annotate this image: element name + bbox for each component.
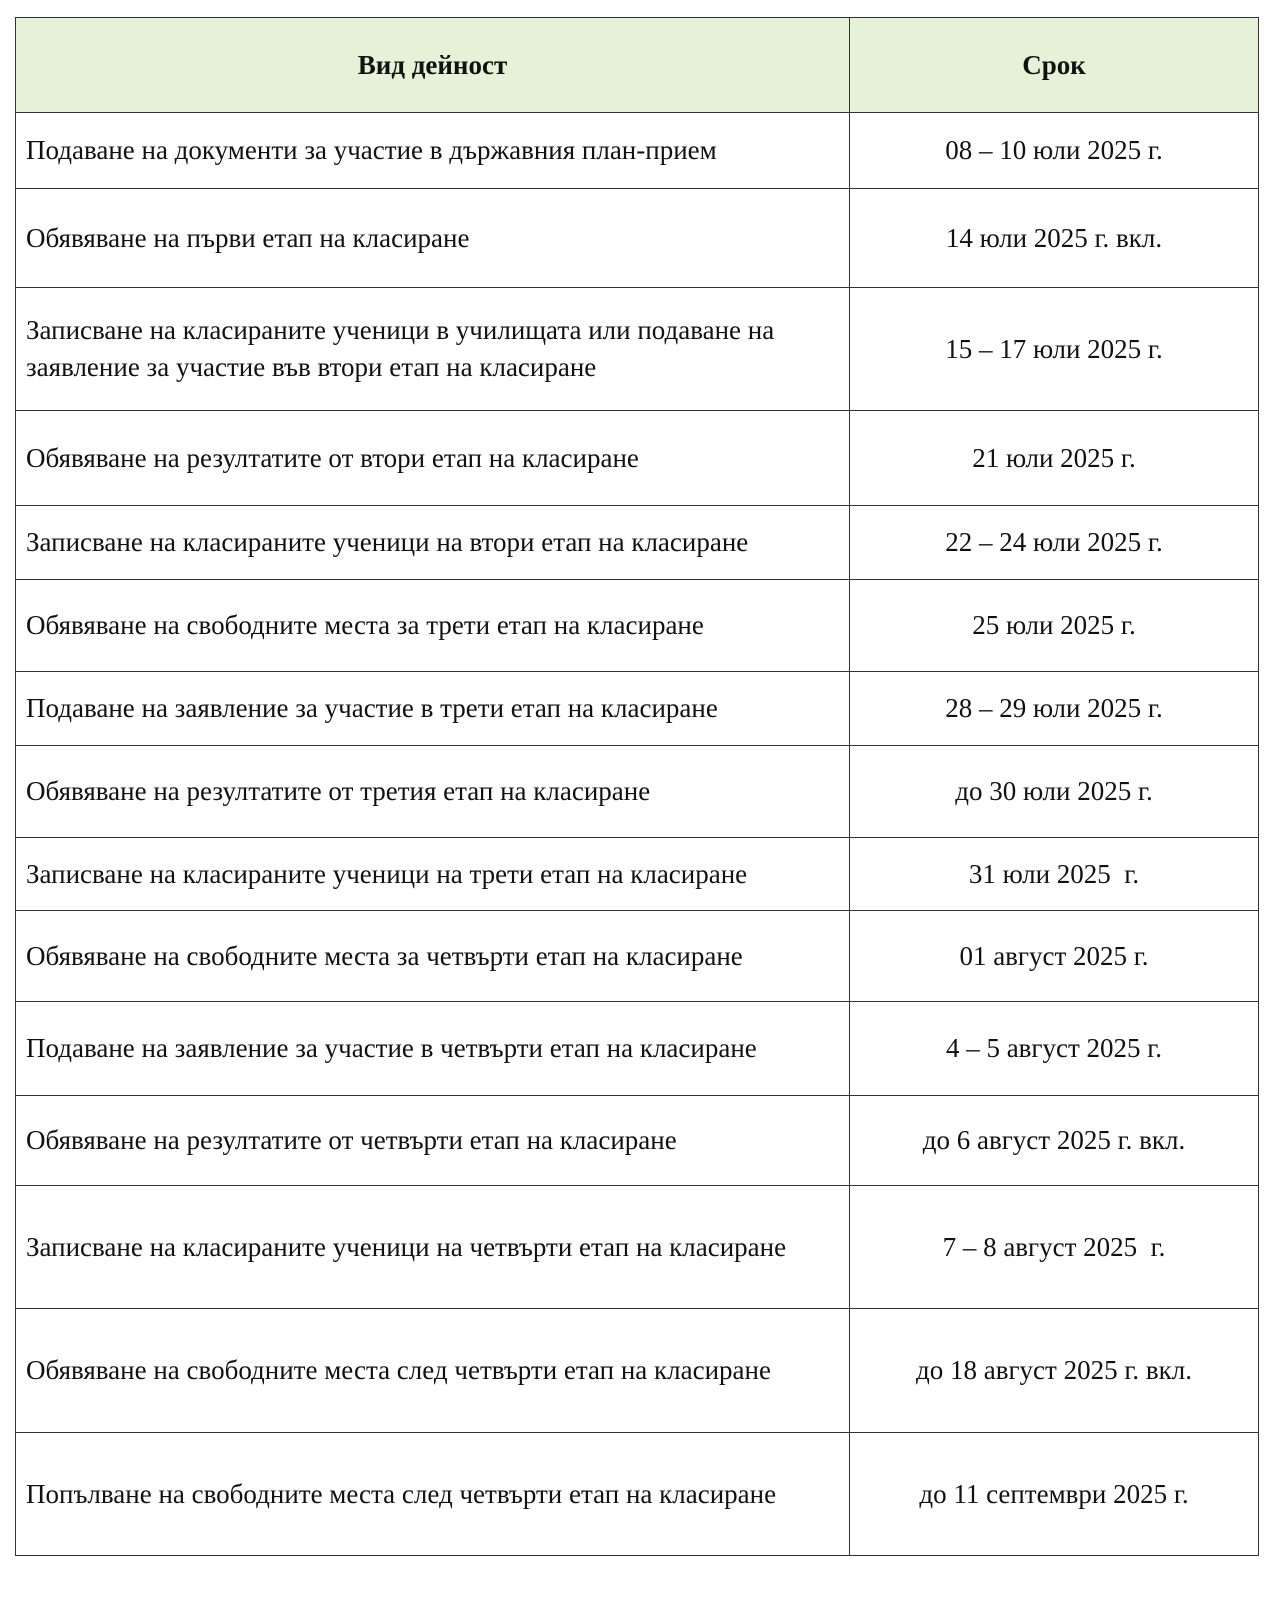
deadline-cell: 21 юли 2025 г. bbox=[850, 411, 1259, 506]
activity-cell: Подаване на документи за участие в държавния план-прием bbox=[16, 113, 850, 189]
deadline-cell: 25 юли 2025 г. bbox=[850, 580, 1259, 672]
activity-cell: Обявяване на първи етап на класиране bbox=[16, 189, 850, 288]
table-row bbox=[16, 506, 1259, 580]
activity-cell: Обявяване на резултатите от втори етап на класиране bbox=[16, 411, 850, 506]
activity-cell: Подаване на заявление за участие в трети етап на класиране bbox=[16, 672, 850, 746]
table-row bbox=[16, 288, 1259, 411]
activity-cell: Обявяване на резултатите от четвърти етап на класиране bbox=[16, 1096, 850, 1186]
deadline-cell: 14 юли 2025 г. вкл. bbox=[850, 189, 1259, 288]
activity-cell: Записване на класираните ученици на четвърти етап на класиране bbox=[16, 1186, 850, 1309]
table-row bbox=[16, 1096, 1259, 1186]
table-row bbox=[16, 672, 1259, 746]
schedule-table bbox=[15, 17, 1259, 1556]
activity-cell: Записване на класираните ученици в училищата или подаване на заявление за участие във втори етап на класиране bbox=[16, 288, 850, 411]
deadline-cell: 15 – 17 юли 2025 г. bbox=[850, 288, 1259, 411]
table-row bbox=[16, 1002, 1259, 1096]
deadline-cell: 4 – 5 август 2025 г. bbox=[850, 1002, 1259, 1096]
header-deadline: Срок bbox=[850, 18, 1259, 113]
deadline-cell: до 30 юли 2025 г. bbox=[850, 746, 1259, 838]
activity-cell: Записване на класираните ученици на втори етап на класиране bbox=[16, 506, 850, 580]
deadline-cell: до 11 септември 2025 г. bbox=[850, 1433, 1259, 1556]
table-row bbox=[16, 580, 1259, 672]
table-row bbox=[16, 1433, 1259, 1556]
table-row bbox=[16, 911, 1259, 1002]
deadline-cell: до 18 август 2025 г. вкл. bbox=[850, 1309, 1259, 1433]
deadline-cell: 28 – 29 юли 2025 г. bbox=[850, 672, 1259, 746]
header-row bbox=[16, 18, 1259, 113]
table-row bbox=[16, 838, 1259, 911]
deadline-cell: 08 – 10 юли 2025 г. bbox=[850, 113, 1259, 189]
activity-cell: Обявяване на свободните места за трети етап на класиране bbox=[16, 580, 850, 672]
deadline-cell: 22 – 24 юли 2025 г. bbox=[850, 506, 1259, 580]
header-activity: Вид дейност bbox=[16, 18, 850, 113]
activity-cell: Обявяване на свободните места след четвърти етап на класиране bbox=[16, 1309, 850, 1433]
table-row bbox=[16, 1309, 1259, 1433]
activity-cell: Обявяване на резултатите от третия етап на класиране bbox=[16, 746, 850, 838]
deadline-cell: 31 юли 2025 г. bbox=[850, 838, 1259, 911]
deadline-cell: 01 август 2025 г. bbox=[850, 911, 1259, 1002]
activity-cell: Записване на класираните ученици на трети етап на класиране bbox=[16, 838, 850, 911]
deadline-cell: 7 – 8 август 2025 г. bbox=[850, 1186, 1259, 1309]
table-row bbox=[16, 113, 1259, 189]
table-row bbox=[16, 746, 1259, 838]
activity-cell: Подаване на заявление за участие в четвърти етап на класиране bbox=[16, 1002, 850, 1096]
activity-cell: Обявяване на свободните места за четвърти етап на класиране bbox=[16, 911, 850, 1002]
table-row bbox=[16, 1186, 1259, 1309]
table-row bbox=[16, 411, 1259, 506]
table-row bbox=[16, 189, 1259, 288]
deadline-cell: до 6 август 2025 г. вкл. bbox=[850, 1096, 1259, 1186]
activity-cell: Попълване на свободните места след четвърти етап на класиране bbox=[16, 1433, 850, 1556]
